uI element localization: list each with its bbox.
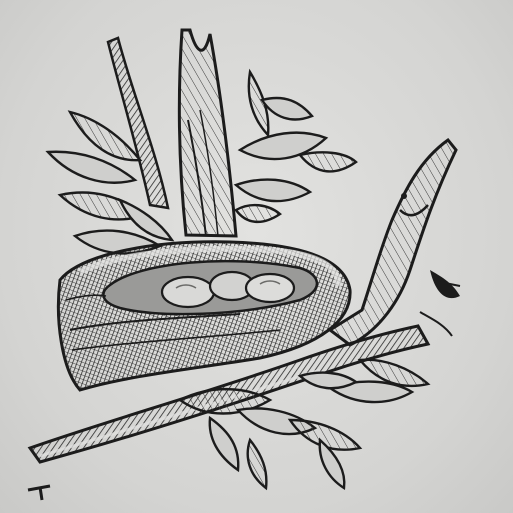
right-trunk (330, 140, 460, 345)
engraver-mark (28, 486, 50, 500)
egg-1 (162, 277, 214, 307)
egg-3 (246, 274, 294, 302)
lower-leaves (180, 360, 428, 488)
